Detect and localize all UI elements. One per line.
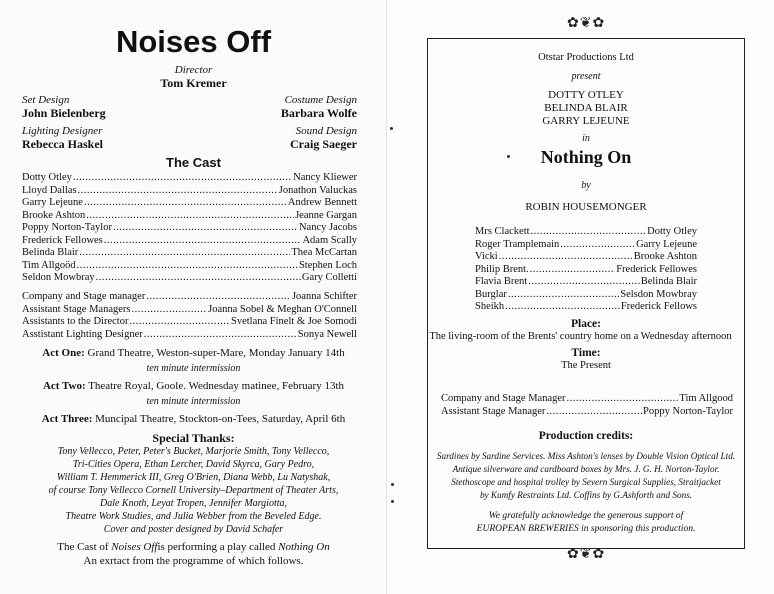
costume-design-label: Costume Design xyxy=(284,94,357,106)
bottom-ornament-icon: ✿❦✿ xyxy=(567,547,606,562)
cast-role: Tim Allgoöd xyxy=(22,259,76,271)
set-design-name: John Bielenberg xyxy=(22,106,106,120)
show-title: Noises Off xyxy=(115,24,272,59)
cast-role: Brooke Ashton xyxy=(22,209,86,221)
footer-text: The Cast of xyxy=(57,541,112,553)
play-crew-role: Assistant Stage Manager xyxy=(441,405,546,417)
cast-row xyxy=(22,197,357,209)
sound-design-name: Craig Saeger xyxy=(290,137,357,151)
thanks-line: Tri-Cities Opera, Ethan Lercher, David Skyrca, Gary Pedro, xyxy=(72,459,315,470)
crew-role: Company and Stage manager xyxy=(22,291,146,302)
director-name: Tom Kremer xyxy=(160,76,227,90)
thanks-line: Theatre Work Studies, and Julia Webber from the Beveled Edge. xyxy=(65,511,322,522)
production-credits-text xyxy=(427,450,745,502)
play-crew-row xyxy=(441,393,733,405)
act-two-label: Act Two: xyxy=(42,380,86,392)
star-name: BELINDA BLAIR xyxy=(544,102,628,114)
thanks-line: Cover and poster designed by David Schafer xyxy=(103,524,284,535)
play-crew-name: Poppy Norton-Taylor xyxy=(643,405,733,417)
cast-row xyxy=(22,235,357,247)
play-cast-row xyxy=(475,264,697,276)
cast-role: Frederick Fellowes xyxy=(22,234,103,246)
cast-role: Poppy Norton-Taylor xyxy=(22,222,112,233)
crew-row xyxy=(22,291,357,303)
play-crew-role: Company and Stage Manager xyxy=(441,393,566,404)
play-actor: Selsdon Mowbray xyxy=(620,288,697,300)
stars-list xyxy=(427,89,745,128)
cast-row xyxy=(22,260,357,272)
play-crew-name: Tim Allgood xyxy=(679,393,733,404)
crew-role: Asstistant Lighting Designer xyxy=(22,328,143,340)
crew-role: Assistant Stage Managers xyxy=(22,303,131,315)
crew-name: Sonya Newell xyxy=(297,328,357,340)
lighting-designer-label: Lighting Designer xyxy=(22,125,103,137)
cast-actor: Nancy Jacobs xyxy=(298,222,357,233)
crew-name: Joanna Schifter xyxy=(291,291,357,302)
cast-actor: Andrew Bennett xyxy=(287,197,357,208)
producer: Otstar Productions Ltd xyxy=(538,52,634,63)
cast-row xyxy=(22,272,357,284)
by-label: by xyxy=(581,180,591,191)
play-cast-row xyxy=(475,251,697,263)
place-text: The living-room of the Brents' country home on a Wednesday afternoon xyxy=(429,331,732,342)
thanks-line: Tony Vellecco, Peter, Peter's Bucket, Marjorie Smith, Tony Vellecco, xyxy=(57,446,330,457)
thanks-line: of course Tony Vellecco Cornell University–Department of Theater Arts, xyxy=(48,485,339,496)
crew-name: Joanna Sobel & Meghan O'Connell xyxy=(208,303,357,315)
set-design-label: Set Design xyxy=(22,94,70,106)
special-thanks-heading: Special Thanks: xyxy=(152,431,235,445)
cast-actor: Gary Colletti xyxy=(301,272,357,283)
cast-heading: The Cast xyxy=(166,155,221,170)
footer-play-name: Nothing On xyxy=(278,541,330,553)
star-name: GARRY LEJEUNE xyxy=(542,115,630,127)
costume-design-name: Barbara Wolfe xyxy=(280,106,357,120)
footer-show-name: Noises Off xyxy=(111,541,158,553)
cast-row xyxy=(22,185,357,197)
act-two-text: Theatre Royal, Goole. Wednesday matinee, February 13th xyxy=(88,380,345,392)
cast-row xyxy=(22,210,357,222)
special-thanks-list xyxy=(0,445,387,536)
place-heading: Place: xyxy=(570,318,601,330)
crew-row xyxy=(22,304,357,316)
cast-row xyxy=(22,172,357,184)
act-three-text: Muncipal Theatre, Stockton-on-Tees, Saturday, April 6th xyxy=(95,413,346,425)
cast-role: Belinda Blair xyxy=(22,247,79,258)
play-title: Nothing On xyxy=(540,147,632,167)
play-actor: Garry Lejeune xyxy=(636,238,697,250)
cast-actor: Stephen Loch xyxy=(298,259,357,271)
play-cast-row xyxy=(475,289,697,301)
play-cast-row xyxy=(475,239,697,251)
sound-design-label: Sound Design xyxy=(295,125,357,137)
act-one-label: Act One: xyxy=(42,347,85,359)
cast-row xyxy=(22,222,357,234)
ack-line: We gratefully acknowledge the generous support of xyxy=(488,511,684,521)
present-label: present xyxy=(571,71,601,82)
time-text: The Present xyxy=(561,360,611,371)
play-actor: Dotty Otley xyxy=(647,226,697,237)
cast-row xyxy=(22,247,357,259)
cast-actor: Jeanne Gargan xyxy=(295,209,357,221)
star-name: DOTTY OTLEY xyxy=(548,89,624,101)
margin-mark xyxy=(390,127,393,130)
play-actor: Frederick Fellowes xyxy=(616,263,697,275)
cast-actor: Adam Scally xyxy=(302,234,357,246)
act-three-line xyxy=(0,413,387,425)
intermission-one: ten minute intermission xyxy=(146,363,241,374)
author: ROBIN HOUSEMONGER xyxy=(525,201,647,213)
crew-row xyxy=(22,329,357,341)
play-cast-row xyxy=(475,226,697,238)
intermission-two: ten minute intermission xyxy=(146,396,241,407)
play-cast-row xyxy=(475,276,697,288)
play-cast-row xyxy=(475,301,697,313)
lighting-designer-name: Rebecca Haskel xyxy=(22,137,103,151)
margin-mark xyxy=(391,483,394,486)
director-label: Director xyxy=(174,64,213,76)
ack-line: EUROPEAN BREWERIES in sponsoring this production. xyxy=(476,524,696,534)
play-role: Burglar xyxy=(475,288,507,300)
thanks-line: William T. Hemmerick III, Greg O'Brien, Diana Webb, Lu Natyshak, xyxy=(56,472,331,483)
cast-role: Dotty Otley xyxy=(22,172,72,183)
crew-row xyxy=(22,316,357,328)
acknowledgement xyxy=(427,510,745,536)
cast-role: Seldon Mowbray xyxy=(22,272,95,283)
play-actor: Frederick Fellows xyxy=(620,301,697,312)
margin-mark xyxy=(391,500,394,503)
footer-line-two: An exrtact from the programme of which follows. xyxy=(83,555,304,567)
act-three-label: Act Three: xyxy=(41,413,93,425)
act-one-line xyxy=(0,347,387,359)
crew-name: Svetlana Finelt & Joe Somodi xyxy=(231,316,357,327)
play-role: Roger Tramplemain xyxy=(475,238,560,250)
time-heading: Time: xyxy=(571,347,601,359)
cast-actor: Thea McCartan xyxy=(291,247,357,258)
credit-line: Sardines by Sardine Services. Miss Ashton's lenses by Double Vision Optical Ltd. xyxy=(436,451,736,461)
cast-role: Garry Lejeune xyxy=(22,197,83,208)
play-role: Mrs Clackett xyxy=(475,226,530,237)
play-role: Flavia Brent xyxy=(475,276,528,287)
play-crew-row xyxy=(441,406,733,418)
play-role: Sheikh xyxy=(475,301,505,312)
top-ornament-icon: ✿❦✿ xyxy=(567,16,606,31)
play-actor: Belinda Blair xyxy=(640,276,697,287)
in-label: in xyxy=(582,133,590,144)
cast-actor: Nancy Kliewer xyxy=(293,172,357,183)
crew-role: Assistants to the Director xyxy=(22,316,129,327)
credit-line: Stethoscope and hospital trolley by Severn Surgical Supplies, Straitjacket xyxy=(451,477,721,487)
cast-actor: Jonathon Valuckas xyxy=(278,184,357,196)
footer-line-one xyxy=(0,541,387,553)
play-role: Vicki xyxy=(475,251,498,262)
thanks-line: Dale Knoth, Leyat Tropen, Jennifer Margiotta, xyxy=(99,498,288,509)
play-role: Philip Brent. xyxy=(475,263,529,275)
production-credits-heading: Production credits: xyxy=(538,430,634,442)
cast-role: Lloyd Dallas xyxy=(22,184,77,196)
play-actor: Brooke Ashton xyxy=(633,251,697,262)
footer-text: is performing a play called xyxy=(157,541,279,553)
credit-line: Antique silverware and cardboard boxes by Mrs. J. G. H. Norton-Taylor. xyxy=(452,464,720,474)
credit-line: by Kumfy Restraints Ltd. Coffins by G.Ashforth and Sons. xyxy=(479,490,693,500)
act-two-line xyxy=(0,380,387,392)
act-one-text: Grand Theatre, Weston-super-Mare, Monday January 14th xyxy=(87,347,345,359)
